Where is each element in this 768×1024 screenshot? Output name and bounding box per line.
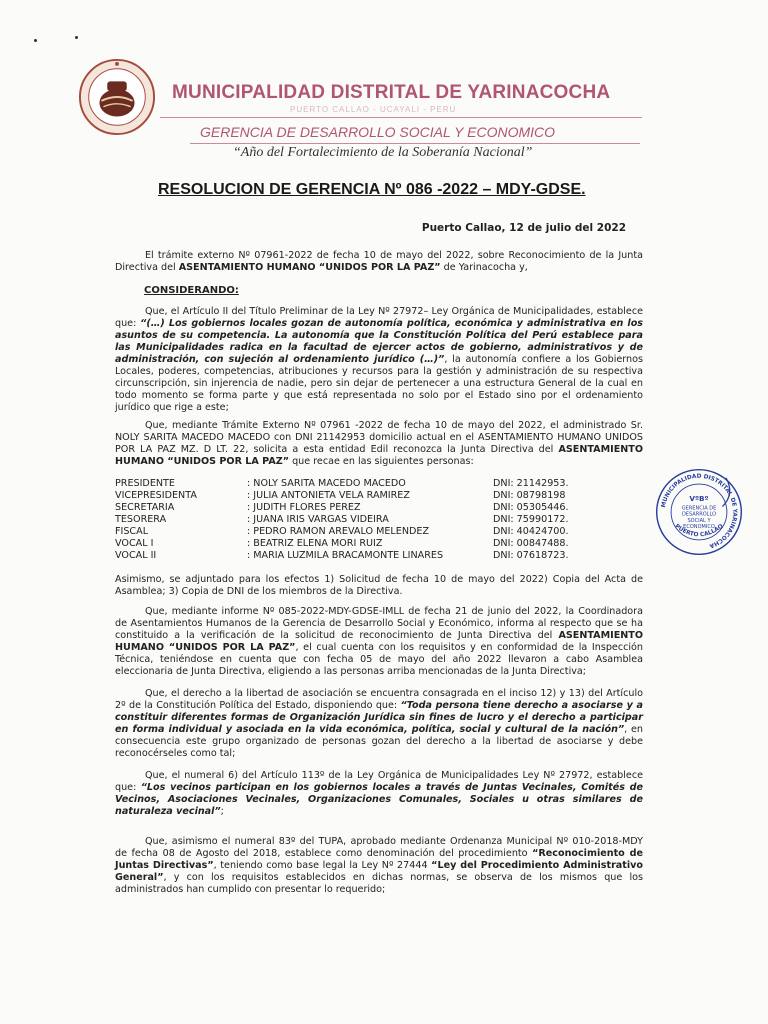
board-member-row: TESORERA : JUANA IRIS VARGAS VIDEIRA DNI: 75990172. xyxy=(115,514,569,525)
paragraph-attachments: Asimismo, se adjuntado para los efectos 1) Solicitud de fecha 10 de mayo del 2022) Copia del Acta de Asamblea; 3) Copia de DNI de los miembros de la Directiva. xyxy=(115,574,643,597)
svg-text:VºBº: VºBº xyxy=(689,494,709,504)
considerando-heading: CONSIDERANDO: xyxy=(144,285,239,296)
board-member-row: VICEPRESIDENTA : JULIA ANTONIETA VELA RAMIREZ DNI: 08798198 xyxy=(115,490,566,501)
paragraph-tramite: Que, mediante Trámite Externo Nº 07961 -2022 de fecha 10 de mayo del 2022, el administrado Sr. NOLY SARITA MACEDO MACEDO con DNI 21142953 domicilio actual en el ASENTAMIENTO HUMANO UNIDOS POR LA PAZ MZ. D LT. 22, solicita a esta entidad Edil reconozca la Junta Directiva del ASENTAMIENTO HUMANO “UNIDOS POR LA PAZ” que recae en las siguientes personas: xyxy=(115,420,643,467)
municipal-seal-logo xyxy=(78,58,156,136)
paragraph-article-ii: Que, el Artículo II del Título Preliminar de la Ley Nº 27972– Ley Orgánica de Municipalidades, establece que: “(…) Los gobiernos locales gozan de autonomía política, económica y administrativa en los asuntos de su competencia. La autonomía que la Constitución Política del Perú establece para las Municipalidades radica en la facultad de ejercer actos de gobierno, administrativos y de administración, con sujeción al ordenamiento jurídico (…)”, la autonomía confiere a los Gobiernos Locales, poderes, competencias, atribuciones y recursos para la gestión y administración de su respectiva circunscripción, sin injerencia de nadie, pero sin dejar de pertenecer a una estructura General de la cual en todo momento se forma parte y que está representada no solo por el Estado sino por el ordenamiento jurídico que rige a este; xyxy=(115,306,644,413)
board-member-row: FISCAL : PEDRO RAMON AREVALO MELENDEZ DNI: 40424700. xyxy=(115,526,569,537)
intro-paragraph: El trámite externo Nº 07961-2022 de fecha 10 de mayo del 2022, sobre Reconocimiento de la Junta Directiva del ASENTAMIENTO HUMANO “UNIDOS POR LA PAZ” de Yarinacocha y, xyxy=(115,250,643,273)
svg-text:MUNICIPALIDAD DISTRITAL DE YAR: MUNICIPALIDAD DISTRITAL DE YARINACOCHA xyxy=(661,473,738,549)
header-rule xyxy=(190,143,640,144)
municipality-subtitle: PUERTO CALLAO - UCAYALI - PERU xyxy=(290,105,457,114)
paragraph-tupa: Que, asimismo el numeral 83º del TUPA, aprobado mediante Ordenanza Municipal Nº 010-2018-MDY de fecha 08 de Agosto del 2018, establece como denominación del procedimiento “Reconocimiento de Juntas Directivas”, teniendo como base legal la Ley Nº 27444 “Ley del Procedimiento Administrativo General”, y con los requisitos establecidos en dichas normas, se observa de los mismos que los administrados han cumplido con presentar lo requerido; xyxy=(115,836,644,895)
svg-text:PUERTO CALLAO: PUERTO CALLAO xyxy=(673,523,725,539)
paragraph-informe: Que, mediante informe Nº 085-2022-MDY-GDSE-IMLL de fecha 21 de junio del 2022, la Coordinadora de Asentamientos Humanos de la Gerencia de Desarrollo Social y Económico, informa al respecto que se ha constituido a la verificación de la solicitud de reconocimiento de Junta Directiva del ASENTAMIENTO HUMANO “UNIDOS POR LA PAZ”, el cual cuenta con los requisitos y en conformidad de la Inspección Técnica, teniéndose en cuenta que con fecha 05 de mayo del año 2022 llevaron a cabo Asamblea eleccionaria de Junta Directiva, eligiendo a las personas arriba mencionadas de la Junta Directiva; xyxy=(115,606,643,677)
year-motto: “Año del Fortalecimiento de la Soberanía Nacional” xyxy=(233,145,533,160)
paragraph-libertad-asociacion: Que, el derecho a la libertad de asociación se encuentra consagrada en el inciso 12) y 13) del Artículo 2º de la Constitución Política del Estado, disponiendo que: “Toda persona tiene derecho a asociarse y a constituir diferentes formas de Organización Jurídica sin fines de lucro y el derecho a participar en forma individual y asociada en la vida económica, política, social y cultural de la nación”, en consecuencia este grupo organizado de personas gozan del derecho a la libertad de asociarse y debe reconocérseles como tal; xyxy=(115,688,643,759)
board-member-row: PRESIDENTE : NOLY SARITA MACEDO MACEDO DNI: 21142953. xyxy=(115,478,569,489)
board-members-list xyxy=(115,478,645,562)
svg-text:SOCIAL Y: SOCIAL Y xyxy=(687,517,711,524)
board-member-row: VOCAL I : BEATRIZ ELENA MORI RUIZ DNI: 00847488. xyxy=(115,538,569,549)
board-member-row: VOCAL II : MARIA LUZMILA BRACAMONTE LINARES DNI: 07618723. xyxy=(115,550,569,561)
svg-text:DESARROLLO: DESARROLLO xyxy=(681,511,717,518)
resolution-title: RESOLUCION DE GERENCIA Nº 086 -2022 – MDY-GDSE. xyxy=(158,181,586,198)
document-date: Puerto Callao, 12 de julio del 2022 xyxy=(421,222,626,234)
header-rule xyxy=(160,117,642,118)
department-name: GERENCIA DE DESARROLLO SOCIAL Y ECONOMICO xyxy=(200,124,556,140)
paragraph-articulo-113: Que, el numeral 6) del Artículo 113º de la Ley Orgánica de Municipalidades Ley Nº 27972, establece que: “Los vecinos participan en los gobiernos locales a través de Juntas Vecinales, Comités de Vecinos, Asociaciones Vecinales, Organizaciones Comunales, Sociales u otras similares de naturaleza vecinal”; xyxy=(115,770,644,817)
svg-text:GERENCIA DE: GERENCIA DE xyxy=(681,505,717,512)
svg-text:ECONOMICO: ECONOMICO xyxy=(683,524,715,531)
scan-speck xyxy=(34,39,37,42)
scan-speck xyxy=(75,36,78,39)
approval-stamp xyxy=(654,467,744,557)
board-member-row: SECRETARIA : JUDITH FLORES PEREZ DNI: 05305446. xyxy=(115,502,569,513)
municipality-title: MUNICIPALIDAD DISTRITAL DE YARINACOCHA xyxy=(172,82,611,103)
